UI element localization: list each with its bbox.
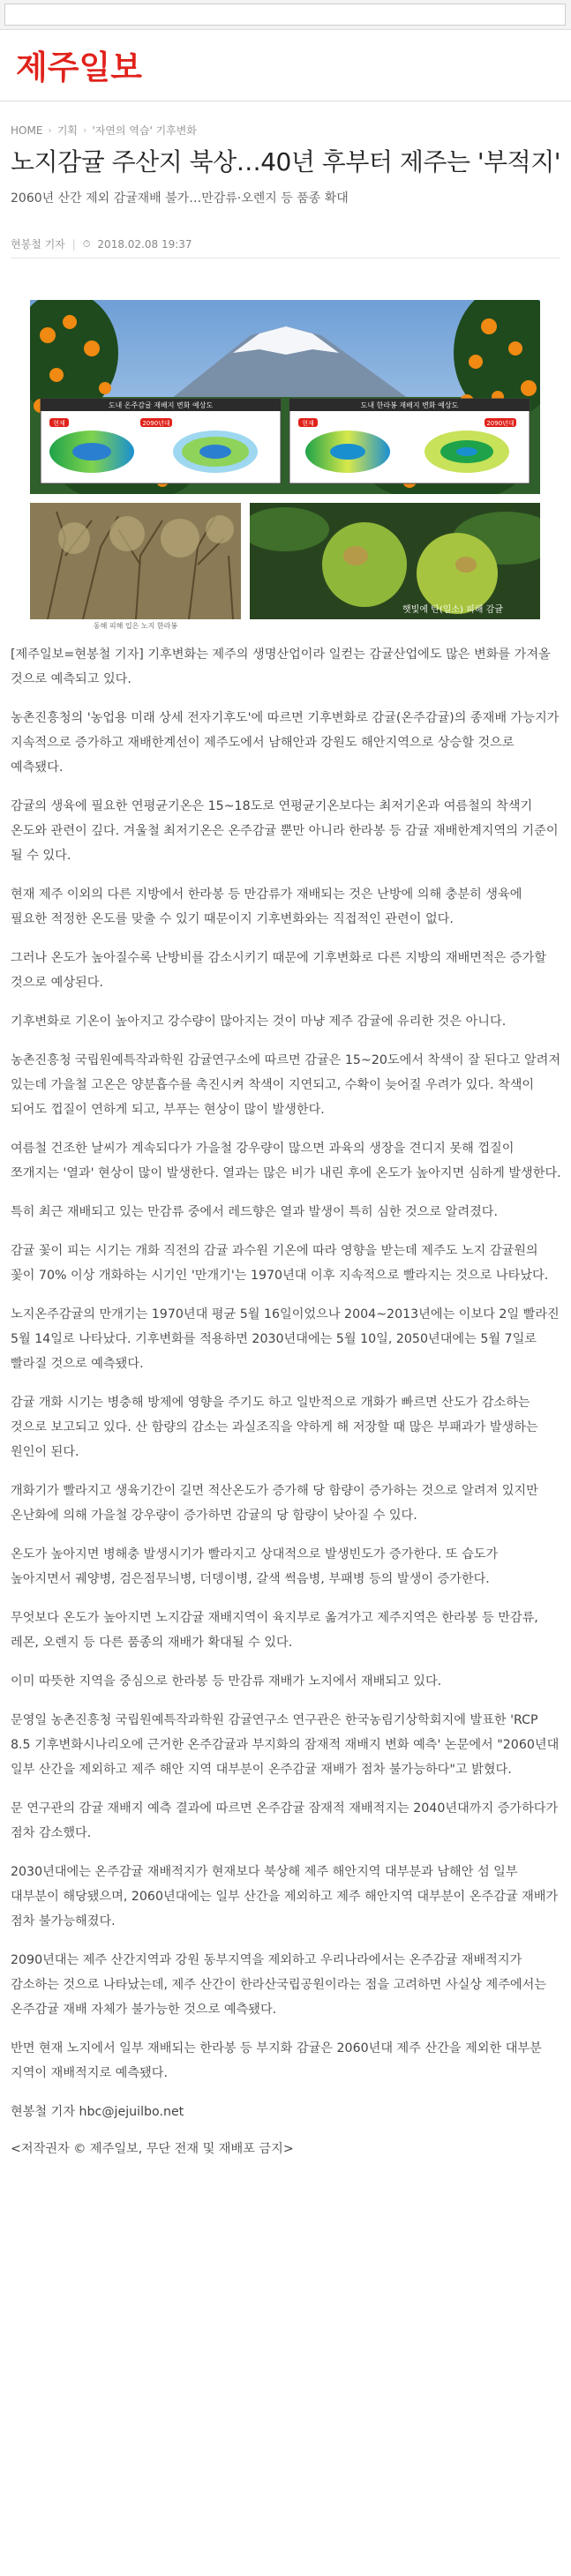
paragraph: 현재 제주 이외의 다른 지방에서 한라봉 등 만감류가 재배되는 것은 난방에 의해 충분히 생육에 필요한 적정한 온도를 맞출 수 있기 때문이지 기후변화와는 직접적인 관련이 없다. (11, 887, 522, 926)
map-left-tag-current: 현재 (53, 420, 65, 427)
paragraph: 노지온주감귤의 만개기는 1970년대 평균 5월 16일이었으나 2004~2013년에는 이보다 2일 빨라진 5월 14일로 나타났다. 기후변화를 적용하면 2030년대에는 5월 10일, 2050년대에는 5월 7일로 빨라질 것으로 예측됐다. (11, 1307, 560, 1371)
paragraph: 기후변화로 기온이 높아지고 강수량이 많아지는 것이 마냥 제주 감귤에 유리한 것은 아니다. (11, 1015, 507, 1029)
paragraph: [제주일보=현봉철 기자] 기후변화는 제주의 생명산업이라 일컫는 감귤산업에도 많은 변화를 가져올 것으로 예측되고 있다. (11, 648, 551, 686)
search-input[interactable] (4, 4, 566, 26)
clock-icon: ⏱ (82, 237, 91, 250)
breadcrumb (11, 123, 197, 138)
paragraph: 농촌진흥청 국립원예특작과학원 감귤연구소에 따르면 감귤은 15~20도에서 착색이 잘 된다고 알려져 있는데 가을철 고온은 양분흡수를 촉진시켜 착색이 지연되고, 수확이 늦어질 우려가 있다. 착색이 되어도 껍질이 연하게 되고, 부푸는 현상이 많이 발생한다. (11, 1053, 561, 1117)
breadcrumb-home[interactable]: HOME (11, 124, 43, 137)
map-right-tag-current: 현재 (302, 420, 314, 427)
paragraph: 2030년대에는 온주감귤 재배적지가 현재보다 북상해 제주 해안지역 대부분과 남해안 섬 일부 대부분이 해당됐으며, 2060년대에는 일부 산간을 제외하고 제주 해안지역 대부분이 온주감귤 재배가 점차 불가능해졌다. (11, 1865, 559, 1928)
article-title: 노지감귤 주산지 북상…40년 후부터 제주는 '부적지' (11, 147, 560, 176)
site-logo[interactable] (16, 44, 142, 85)
dry-orchard-image (30, 503, 241, 619)
paragraph: 문 연구관의 감귤 재배지 예측 결과에 따르면 온주감귤 잠재적 재배적지는 2040년대까지 증가하다가 점차 감소했다. (11, 1801, 559, 1840)
paragraph: 감귤의 생육에 필요한 연평균기온은 15~18도로 연평균기온보다는 최저기온과 여름철의 착색기 온도와 관련이 깊다. 겨울철 최저기온은 온주감귤 뿐만 아니라 한라봉 등 감귤 재배한계지역의 기준이 될 수 있다. (11, 799, 559, 863)
paragraph: 2090년대는 제주 산간지역과 강원 동부지역을 제외하고 우리나라에서는 온주감귤 재배적지가 감소하는 것으로 나타났는데, 제주 산간이 한라산국립공원이라는 점을 고려하면 사실상 제주에서는 온주감귤 재배 자체가 불가능한 것으로 예측됐다. (11, 1953, 547, 2017)
green-citrus-image (250, 503, 540, 619)
paragraph: 이미 따뜻한 지역을 중심으로 한라봉 등 만감류 재배가 노지에서 재배되고 있다. (11, 1674, 442, 1689)
paragraph: 무엇보다 온도가 높아지면 노지감귤 재배지역이 육지부로 옮겨가고 제주지역은 한라봉 등 만감류, 레몬, 오렌지 등 다른 품종의 재배가 확대될 수 있다. (11, 1611, 538, 1650)
chevron-right-icon: › (83, 124, 87, 136)
paragraph: 감귤 꽃이 피는 시기는 개화 직전의 감귤 과수원 기온에 따라 영향을 받는데 제주도 노지 감귤원의 꽃이 70% 이상 개화하는 시기인 '만개기'는 1970년대 이후 지속적으로 빨라지는 것으로 나타났다. (11, 1244, 549, 1283)
map-left-tag-future: 2090년대 (142, 420, 170, 427)
reporter-name[interactable]: 현봉철 기자 (11, 238, 65, 251)
browser-top-bar (0, 0, 571, 30)
paragraph: 특히 최근 재배되고 있는 만감류 중에서 레드향은 열과 발생이 특히 심한 것으로 알려졌다. (11, 1205, 499, 1219)
chevron-right-icon: › (48, 124, 52, 136)
map-left-title: 도내 온주감귤 재배지 변화 예상도 (108, 401, 214, 409)
breadcrumb-subsection[interactable]: '자연의 역습' 기후변화 (92, 124, 197, 137)
publish-date: 2018.02.08 19:37 (97, 237, 192, 251)
caption-left: 동해 피해 입은 노지 한라봉 (93, 622, 178, 630)
paragraph: 그러나 온도가 높아질수록 난방비를 감소시키기 때문에 기후변화로 다른 지방의 재배면적은 증가할 것으로 예상된다. (11, 951, 547, 990)
paragraph: 농촌진흥청의 '농업용 미래 상세 전자기후도'에 따르면 기후변화로 감귤(온주감귤)의 종재배 가능지가 지속적으로 증가하고 재배한계선이 제주도에서 남해안과 강원도 해안지역으로 상승할 것으로 예측됐다. (11, 711, 560, 775)
article-figure-main (30, 300, 540, 494)
map-right-title: 도내 한라봉 재배지 변화 예상도 (360, 401, 459, 409)
article-byline: 현봉철 기자 hbc@jejuilbo.net (11, 2105, 184, 2119)
paragraph: 여름철 건조한 날씨가 계속되다가 가을철 강우량이 많으면 과육의 생장을 견디지 못해 껍질이 쪼개지는 '열과' 현상이 많이 발생한다. 열과는 많은 비가 내린 후에 온도가 높아지면 심하게 발생한다. (11, 1142, 561, 1180)
article-meta (11, 236, 192, 251)
paragraph: 온도가 높아지면 병해충 발생시기가 빨라지고 상대적으로 발생빈도가 증가한다. 또 습도가 높아지면서 궤양병, 검은점무늬병, 더뎅이병, 갈색 썩음병, 부패병 등의 발생이 증가한다. (11, 1547, 499, 1586)
logo-text: 제주일보 (16, 49, 142, 86)
map-right-tag-future: 2090년대 (486, 420, 515, 427)
sunburn-damaged-citrus-photo (250, 503, 540, 619)
caption-right: 햇빛에 탄(일소) 피해 감귤 (402, 605, 503, 615)
paragraph: 감귤 개화 시기는 병충해 방제에 영향을 주기도 하고 일반적으로 개화가 빠르면 산도가 감소하는 것으로 보고되고 있다. 산 함량의 감소는 과실조직을 약하게 해 저장할 때 많은 부패과가 발생하는 원인이 된다. (11, 1396, 538, 1459)
orchard-map-illustration (30, 300, 540, 494)
paragraph: 반면 현재 노지에서 일부 재배되는 한라봉 등 부지화 감귤은 2060년대 제주 산간을 제외한 대부분 지역이 재배적지로 예측됐다. (11, 2041, 542, 2080)
paragraph: 개화기가 빨라지고 생육기간이 길면 적산온도가 증가해 당 함량이 증가하는 것으로 알려져 있지만 온난화에 의해 가을철 강우량이 증가하면 감귤의 당 함량이 낮아질 수 있다. (11, 1484, 538, 1523)
frost-damaged-hallabong-photo (30, 503, 241, 619)
paragraph: 문영일 농촌진흥청 국립원예특작과학원 감귤연구소 연구관은 한국농림기상학회지에 발표한 'RCP 8.5 기후변화시나리오에 근거한 온주감귤과 부지화의 잠재적 재배지 변화 예측' 논문에서 "2060년대 일부 산간을 제외하고 제주 해안 지역 대부분이 온주감귤 재배가 점차 불가능하다"고 밝혔다. (11, 1713, 560, 1777)
article-body (11, 642, 561, 2175)
copyright-notice: <저작권자 © 제주일보, 무단 전재 및 재배포 금지> (11, 2142, 294, 2156)
meta-divider: | (71, 237, 76, 251)
breadcrumb-section[interactable]: 기획 (56, 124, 78, 137)
article-subtitle: 2060년 산간 제외 감귤재배 불가…만감류·오렌지 등 품종 확대 (11, 191, 349, 206)
